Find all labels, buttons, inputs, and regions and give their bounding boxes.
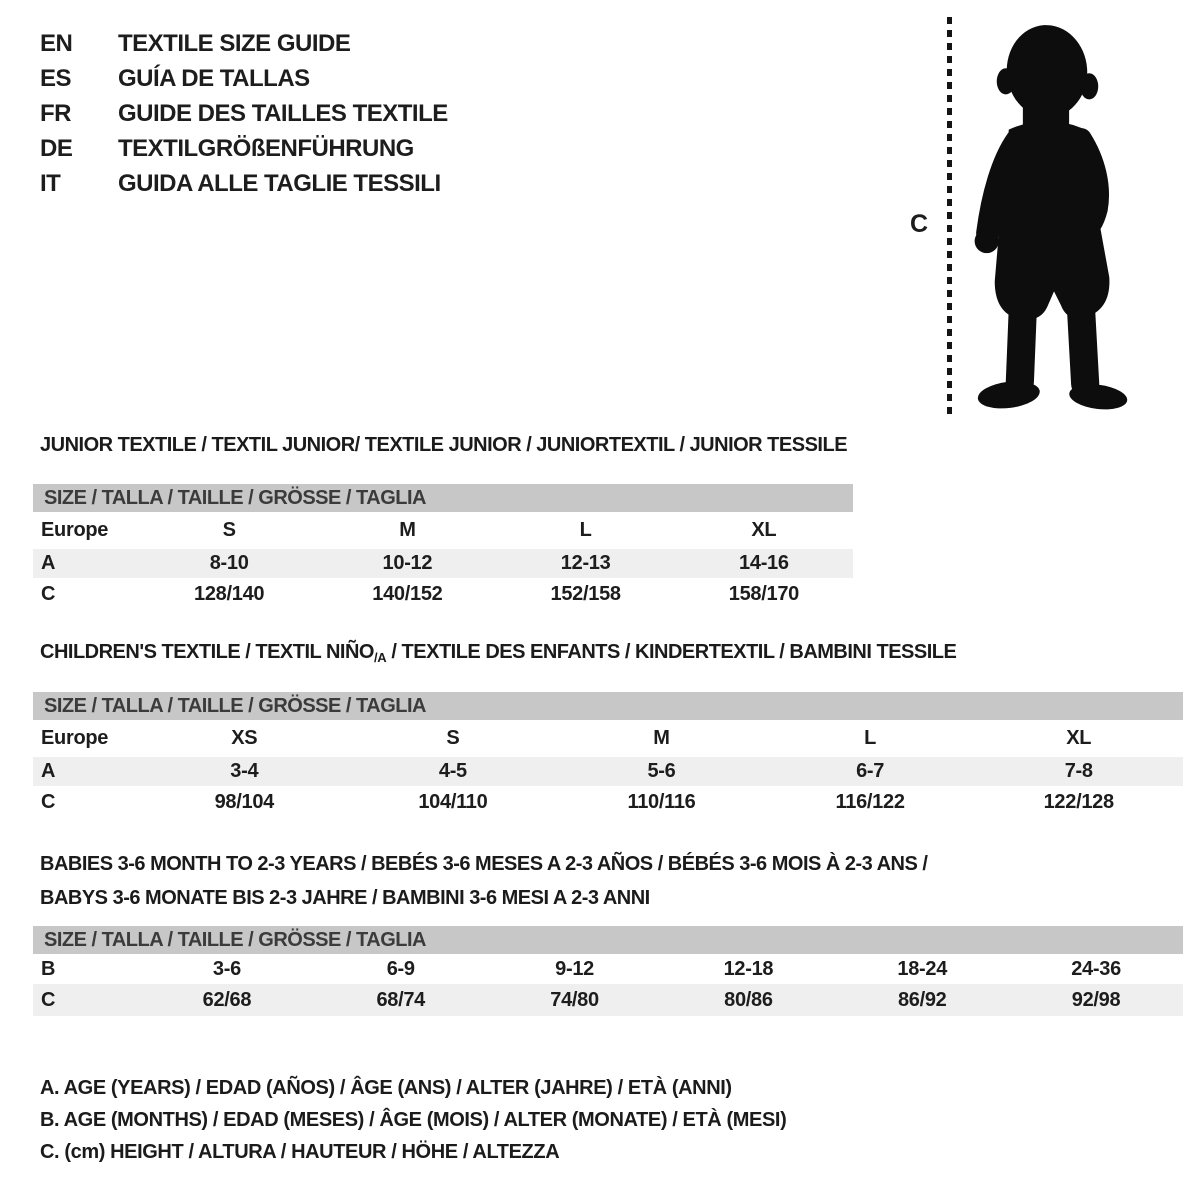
size-header-bar: SIZE / TALLA / TAILLE / GRÖSSE / TAGLIA xyxy=(33,484,853,512)
value-cell: 5-6 xyxy=(647,760,676,782)
language-row-en xyxy=(40,26,448,61)
value-cell: 140/152 xyxy=(372,583,443,605)
table-row-europe xyxy=(33,720,1183,757)
measure-legend xyxy=(40,1072,786,1168)
legend-line-a: A. AGE (YEARS) / EDAD (AÑOS) / ÂGE (ANS) / ALTER (JAHRE) / ETÀ (ANNI) xyxy=(40,1077,732,1099)
value-cell: 3-4 xyxy=(230,760,259,782)
table-row-age xyxy=(33,549,853,578)
row-label: C xyxy=(41,988,56,1011)
height-measure-dashed-line xyxy=(947,17,952,417)
table-row-height xyxy=(33,786,1183,819)
value-cell: 98/104 xyxy=(214,791,274,813)
babies-section-title xyxy=(40,847,927,915)
size-cell: L xyxy=(864,727,877,749)
toddler-silhouette-icon xyxy=(958,14,1142,418)
language-row-de xyxy=(40,131,448,166)
value-cell: 86/92 xyxy=(897,988,947,1011)
value-cell: 4-5 xyxy=(438,760,467,782)
title-text: / TEXTILE DES ENFANTS / KINDERTEXTIL / BAMBINI TESSILE xyxy=(386,641,957,663)
value-cell: 104/110 xyxy=(418,791,488,813)
language-title: GUIDA ALLE TAGLIE TESSILI xyxy=(118,169,441,197)
row-label: Europe xyxy=(41,519,109,541)
junior-section-title: JUNIOR TEXTILE / TEXTIL JUNIOR/ TEXTILE JUNIOR / JUNIORTEXTIL / JUNIOR TESSILE xyxy=(40,434,848,456)
babies-title-line-1: BABIES 3-6 MONTH TO 2-3 YEARS / BEBÉS 3-6 MESES A 2-3 AÑOS / BÉBÉS 3-6 MOIS À 2-3 ANS / xyxy=(40,853,928,875)
language-title: GUIDE DES TAILLES TEXTILE xyxy=(118,99,448,127)
value-cell: 6-7 xyxy=(856,760,885,782)
language-code: FR xyxy=(40,99,71,127)
legend-line-b: B. AGE (MONTHS) / EDAD (MESES) / ÂGE (MOIS) / ALTER (MONATE) / ETÀ (MESI) xyxy=(40,1109,787,1131)
language-row-it xyxy=(40,166,448,201)
row-label: A xyxy=(41,760,56,782)
language-row-es xyxy=(40,61,448,96)
language-title: TEXTILGRÖßENFÜHRUNG xyxy=(118,134,414,162)
value-cell: 92/98 xyxy=(1071,988,1121,1011)
row-label: B xyxy=(41,957,56,980)
size-cell: XL xyxy=(751,519,777,541)
size-cell: S xyxy=(222,519,236,541)
value-cell: 12-13 xyxy=(560,552,611,574)
height-measure-label: C xyxy=(910,210,929,238)
value-cell: 128/140 xyxy=(194,583,265,605)
row-label: A xyxy=(41,552,56,574)
title-text: CHILDREN'S TEXTILE / TEXTIL NIÑO xyxy=(40,641,374,663)
value-cell: 9-12 xyxy=(555,957,594,980)
table-row-height xyxy=(33,578,853,611)
junior-size-table xyxy=(33,484,853,611)
value-cell: 24-36 xyxy=(1071,957,1121,980)
size-header-bar: SIZE / TALLA / TAILLE / GRÖSSE / TAGLIA xyxy=(33,692,1183,720)
size-header-bar: SIZE / TALLA / TAILLE / GRÖSSE / TAGLIA xyxy=(33,926,1183,954)
language-title: GUÍA DE TALLAS xyxy=(118,64,310,92)
table-row-height xyxy=(33,984,1183,1016)
babies-size-table xyxy=(33,926,1183,1016)
table-row-europe xyxy=(33,512,853,549)
row-label: Europe xyxy=(41,727,109,749)
babies-title-line-2: BABYS 3-6 MONATE BIS 2-3 JAHRE / BAMBINI 3-6 MESI A 2-3 ANNI xyxy=(40,887,650,909)
size-cell: L xyxy=(579,519,592,541)
size-cell: XS xyxy=(231,727,258,749)
table-row-months xyxy=(33,954,1183,984)
size-cell: M xyxy=(653,727,670,749)
value-cell: 110/116 xyxy=(627,791,696,813)
legend-line-c: C. (cm) HEIGHT / ALTURA / HAUTEUR / HÖHE / ALTEZZA xyxy=(40,1141,560,1163)
children-section-title xyxy=(40,641,956,665)
size-cell: XL xyxy=(1066,727,1092,749)
value-cell: 18-24 xyxy=(897,957,948,980)
value-cell: 158/170 xyxy=(728,583,799,605)
row-label: C xyxy=(41,791,56,813)
value-cell: 80/86 xyxy=(724,988,773,1011)
size-cell: S xyxy=(446,727,460,749)
value-cell: 14-16 xyxy=(739,552,789,574)
language-title: TEXTILE SIZE GUIDE xyxy=(118,29,351,57)
value-cell: 6-9 xyxy=(386,957,415,980)
value-cell: 12-18 xyxy=(723,957,774,980)
value-cell: 8-10 xyxy=(209,552,249,574)
value-cell: 116/122 xyxy=(835,791,905,813)
language-code: ES xyxy=(40,64,72,92)
value-cell: 122/128 xyxy=(1043,791,1114,813)
value-cell: 74/80 xyxy=(550,988,599,1011)
table-row-age xyxy=(33,757,1183,786)
value-cell: 68/74 xyxy=(376,988,426,1011)
title-subscript: /A xyxy=(373,650,387,665)
value-cell: 152/158 xyxy=(550,583,621,605)
language-code: EN xyxy=(40,29,73,57)
language-header xyxy=(40,26,448,201)
value-cell: 3-6 xyxy=(212,957,241,980)
row-label: C xyxy=(41,583,56,605)
value-cell: 62/68 xyxy=(202,988,252,1011)
children-size-table xyxy=(33,692,1183,819)
language-code: DE xyxy=(40,134,73,162)
value-cell: 10-12 xyxy=(382,552,433,574)
size-cell: M xyxy=(399,519,416,541)
language-code: IT xyxy=(40,169,61,197)
value-cell: 7-8 xyxy=(1064,760,1093,782)
language-row-fr xyxy=(40,96,448,131)
